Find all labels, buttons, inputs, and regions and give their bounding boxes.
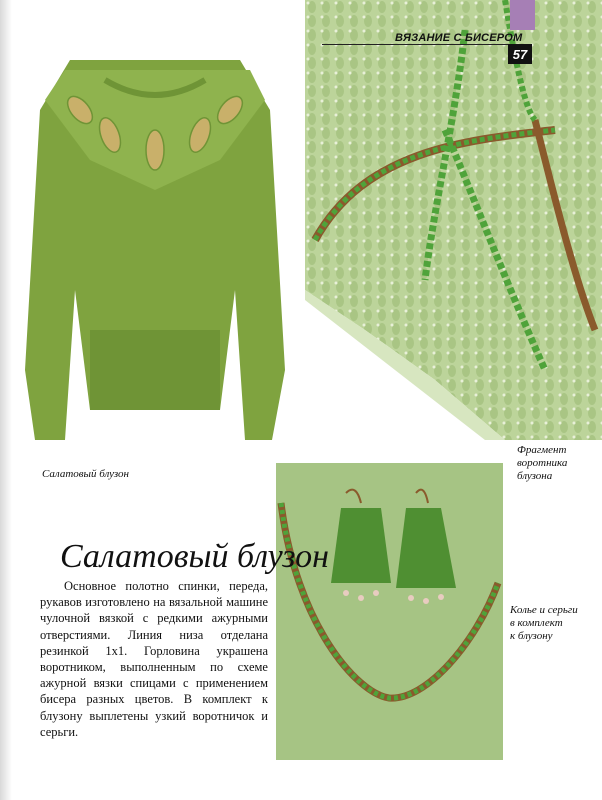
caption-line: Фрагмент [517,444,567,456]
caption-line: блузона [517,470,553,482]
collar-fragment-photo [305,0,602,440]
header-rule [322,44,532,45]
sweater-photo [10,40,300,450]
caption-line: воротника [517,457,568,469]
section-color-tab [510,0,535,30]
section-title: ВЯЗАНИЕ С БИСЕРОМ [395,32,523,44]
jewelry-caption [510,604,578,643]
page-number: 57 [508,44,532,64]
jewelry-photo [276,463,503,760]
caption-line: к блузону [510,630,553,642]
article-body: Основное полотно спинки, переда, рукавов изготовлено на вязальной машине чулочной вязкой с редкими ажурными отверстиями. Линия низа отделана резинкой 1х1. Горловина украшена воротником, выполненным по схеме ажурной вязки спицами с применением бисера разных цветов. В комплект к блузону выплетены узкий воротничок и серьги. [40,579,268,739]
caption-line: Колье и серьги [510,604,578,616]
article-title: Салатовый блузон [60,538,329,575]
sweater-caption: Салатовый блузон [42,468,130,480]
collar-fragment-caption [517,444,567,483]
caption-line: в комплект [510,617,563,629]
